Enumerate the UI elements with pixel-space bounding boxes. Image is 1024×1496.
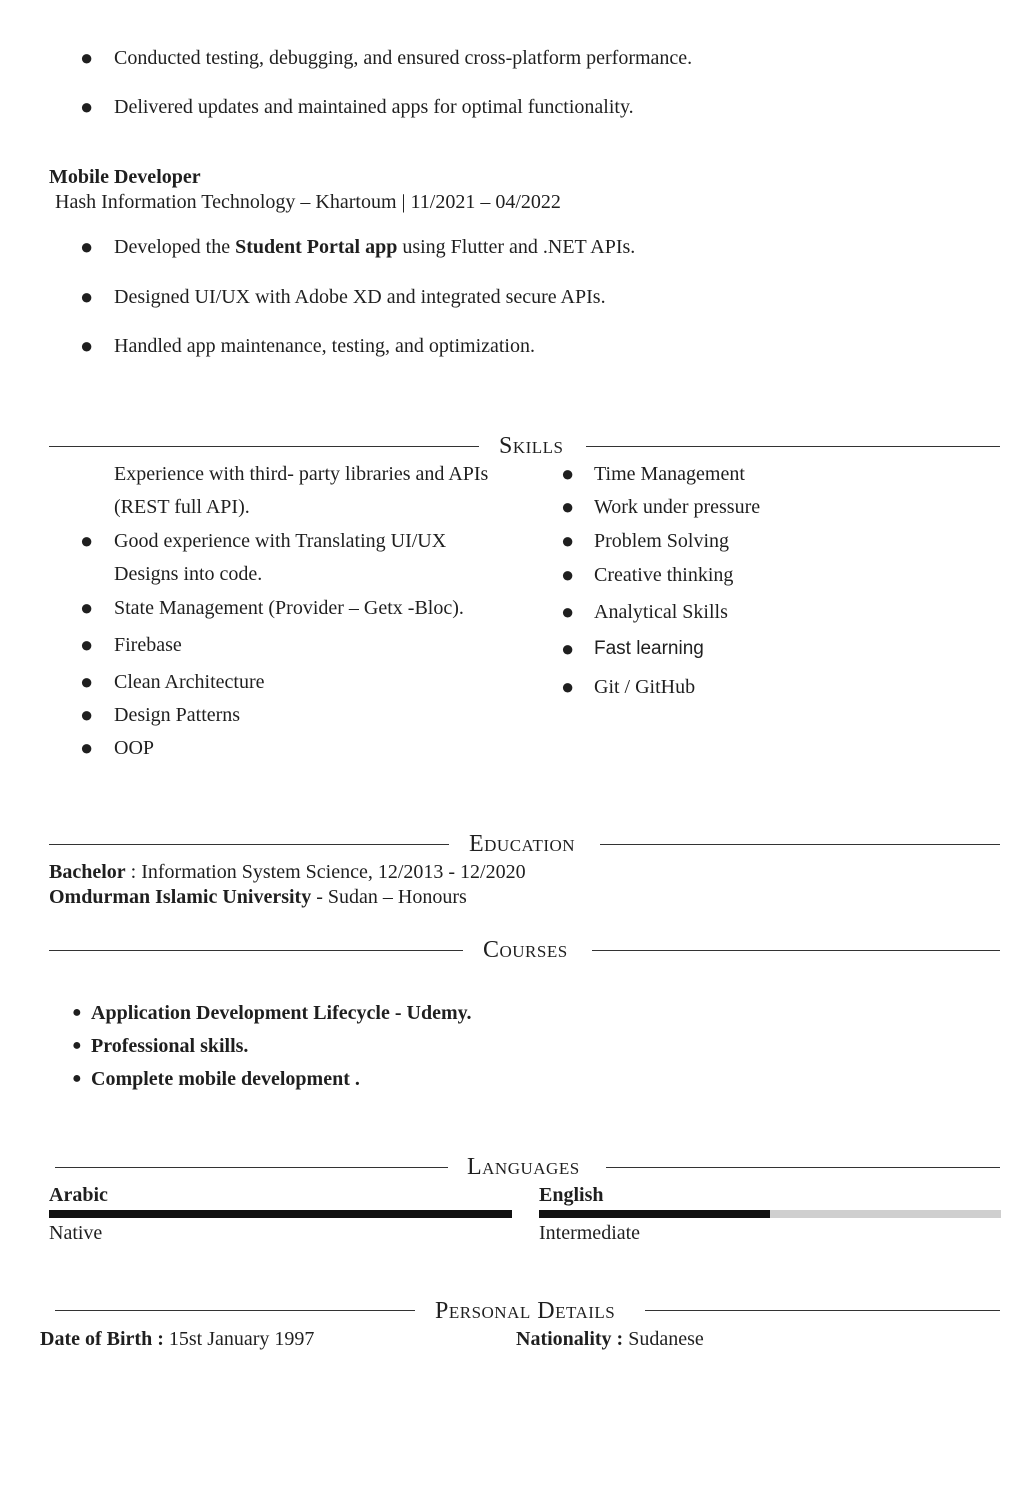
bullet: ● <box>80 284 94 309</box>
bullet: ● <box>72 1037 82 1054</box>
bullet: ● <box>561 461 575 486</box>
bullet: ● <box>80 45 94 70</box>
prev-job-bullet-2: Delivered updates and maintained apps for optimal functionality. <box>114 96 634 118</box>
divider <box>55 1167 448 1168</box>
job-bullet-1: Developed the Student Portal app using Flutter and .NET APIs. <box>114 236 636 258</box>
soft-skill-item: Time Management <box>594 463 745 485</box>
skill-item: Designs into code. <box>114 563 263 585</box>
divider <box>49 950 463 951</box>
prev-job-bullet-1: Conducted testing, debugging, and ensured cross-platform performance. <box>114 47 693 69</box>
course-item: Application Development Lifecycle - Udemy. <box>91 1002 472 1024</box>
divider <box>592 950 1000 951</box>
date-of-birth: Date of Birth : 15st January 1997 <box>40 1328 315 1350</box>
language-proficiency-fill <box>49 1210 512 1218</box>
bullet: ● <box>80 735 94 760</box>
soft-skill-item: Problem Solving <box>594 530 730 552</box>
bullet: ● <box>80 94 94 119</box>
skills-heading: Skills <box>499 433 564 459</box>
nationality: Nationality : Sudanese <box>516 1328 704 1350</box>
divider <box>586 446 1000 447</box>
languages-heading: Languages <box>467 1154 580 1180</box>
soft-skill-item: Creative thinking <box>594 564 734 586</box>
skill-item: Experience with third- party libraries and APIs <box>114 463 489 485</box>
soft-skill-item: Fast learning <box>594 638 704 659</box>
bullet: ● <box>80 702 94 727</box>
soft-skill-item: Work under pressure <box>594 496 761 518</box>
courses-heading: Courses <box>483 937 568 963</box>
skill-item: Clean Architecture <box>114 671 265 693</box>
divider <box>49 446 479 447</box>
soft-skill-item: Analytical Skills <box>594 601 728 623</box>
bullet: ● <box>561 674 575 699</box>
bullet: ● <box>80 234 94 259</box>
bullet: ● <box>80 595 94 620</box>
soft-skill-item: Git / GitHub <box>594 676 696 698</box>
language-level: Native <box>49 1222 103 1244</box>
skill-item: Good experience with Translating UI/UX <box>114 530 447 552</box>
language-proficiency-bar <box>539 1210 1001 1218</box>
language-name: English <box>539 1184 604 1206</box>
language-proficiency-fill <box>539 1210 770 1218</box>
job-meta: Hash Information Technology – Khartoum | 11/2021 – 04/2022 <box>55 191 561 213</box>
education-degree: Bachelor : Information System Science, 12/2013 - 12/2020 <box>49 861 526 883</box>
education-heading: Education <box>469 831 576 857</box>
divider <box>55 1310 415 1311</box>
bullet: ● <box>80 669 94 694</box>
bullet: ● <box>72 1004 82 1021</box>
divider <box>49 844 449 845</box>
divider <box>600 844 1000 845</box>
bullet: ● <box>80 333 94 358</box>
bullet: ● <box>561 562 575 587</box>
bullet: ● <box>561 528 575 553</box>
bullet: ● <box>561 636 575 661</box>
language-level: Intermediate <box>539 1222 641 1244</box>
education-school: Omdurman Islamic University - Sudan – Honours <box>49 886 467 908</box>
bullet: ● <box>561 494 575 519</box>
course-item: Complete mobile development . <box>91 1068 360 1090</box>
bullet: ● <box>72 1070 82 1087</box>
bullet: ● <box>80 632 94 657</box>
job-title: Mobile Developer <box>49 166 201 188</box>
skill-item: Firebase <box>114 634 182 656</box>
skill-item: OOP <box>114 737 155 759</box>
bullet: ● <box>561 599 575 624</box>
skill-item: Design Patterns <box>114 704 241 726</box>
personal-heading: Personal Details <box>435 1298 616 1324</box>
job-bullet-3: Handled app maintenance, testing, and optimization. <box>114 335 535 357</box>
divider <box>606 1167 1000 1168</box>
skill-item: (REST full API). <box>114 496 250 518</box>
language-proficiency-bar <box>49 1210 512 1218</box>
language-name: Arabic <box>49 1184 108 1206</box>
course-item: Professional skills. <box>91 1035 249 1057</box>
divider <box>645 1310 1000 1311</box>
skill-item: State Management (Provider – Getx -Bloc). <box>114 597 464 619</box>
job-bullet-2: Designed UI/UX with Adobe XD and integrated secure APIs. <box>114 286 606 308</box>
bullet: ● <box>80 528 94 553</box>
